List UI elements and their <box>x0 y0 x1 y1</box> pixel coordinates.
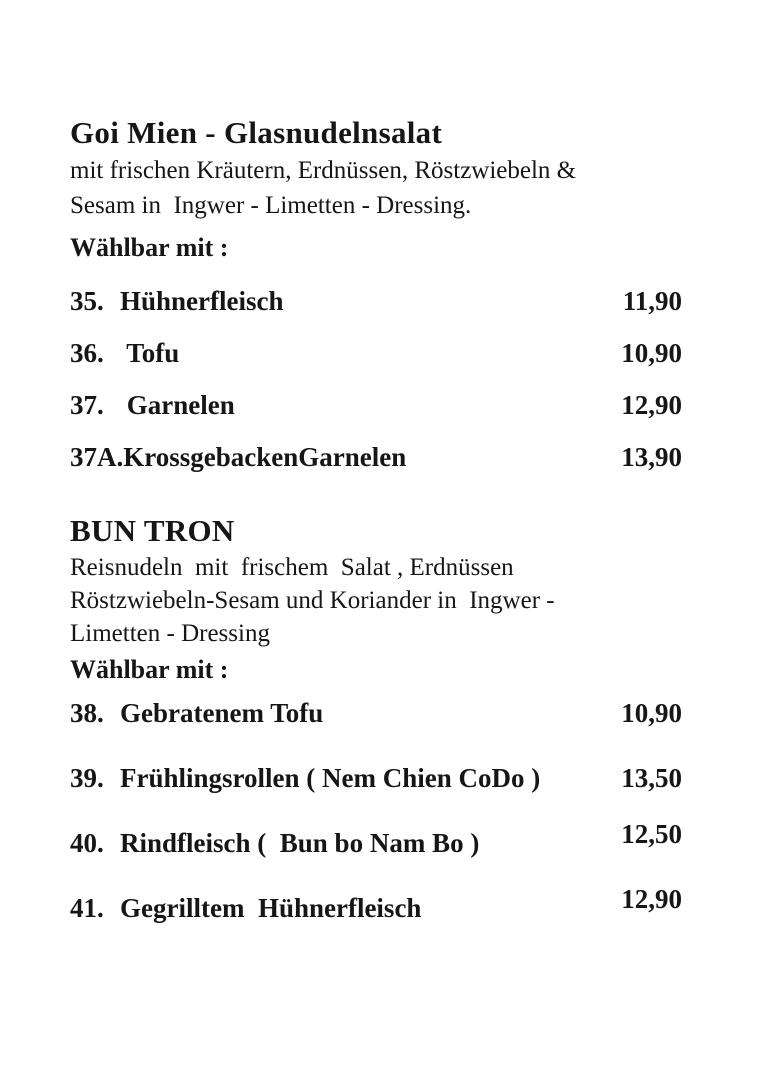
item-number: 40. <box>70 828 104 858</box>
menu-item-row <box>70 761 682 796</box>
item-number: 39. <box>70 763 104 793</box>
menu-item-row <box>70 819 682 861</box>
item-number: 37A. <box>70 442 124 472</box>
description-line: Röstzwiebeln-Sesam und Koriander in Ingwer - <box>70 587 555 614</box>
item-name: Frühlingsrollen ( Nem Chien CoDo ) <box>120 763 541 793</box>
item-list <box>70 696 682 926</box>
item-price: 12,90 <box>621 884 682 914</box>
item-name: KrossgebackenGarnelen <box>123 442 407 472</box>
item-price: 12,50 <box>621 819 682 849</box>
menu-item-row <box>70 696 682 731</box>
section-description <box>70 153 682 223</box>
item-price: 12,90 <box>621 390 682 420</box>
item-name: Gegrilltem Hühnerfleisch <box>120 893 422 923</box>
item-price: 11,90 <box>622 286 682 316</box>
section-title: Goi Mien - Glasnudelnsalat <box>70 115 443 150</box>
section-title: BUN TRON <box>70 513 235 548</box>
description-line: Reisnudeln mit frischem Salat , Erdnüssen <box>70 554 514 581</box>
item-number: 35. <box>70 286 104 316</box>
item-name: Rindfleisch ( Bun bo Nam Bo ) <box>120 828 480 858</box>
section-goi-mien <box>70 113 682 475</box>
item-number: 36. <box>70 338 104 368</box>
item-name: Gebratenem Tofu <box>120 698 324 728</box>
item-name: Hühnerfleisch <box>120 286 284 316</box>
menu-item-row <box>70 284 682 319</box>
description-line: mit frischen Kräutern, Erdnüssen, Röstzwiebeln & <box>70 157 577 184</box>
item-number: 37. <box>70 390 104 420</box>
item-price: 13,90 <box>621 442 682 472</box>
item-number: 38. <box>70 698 104 728</box>
description-line: Limetten - Dressing <box>70 620 270 647</box>
description-line: Sesam in Ingwer - Limetten - Dressing. <box>70 192 472 219</box>
item-list <box>70 284 682 475</box>
choose-with-label: Wählbar mit : <box>70 655 229 684</box>
item-name: Tofu <box>120 338 180 368</box>
item-price: 10,90 <box>621 338 682 368</box>
menu-item-row <box>70 440 682 475</box>
section-bun-tron <box>70 511 682 926</box>
choose-with-label: Wählbar mit : <box>70 233 229 262</box>
menu-item-row <box>70 336 682 371</box>
item-name: Garnelen <box>120 390 235 420</box>
item-number: 41. <box>70 893 104 923</box>
menu-item-row <box>70 388 682 423</box>
item-price: 13,50 <box>621 763 682 793</box>
item-price: 10,90 <box>621 698 682 728</box>
section-description <box>70 551 682 650</box>
menu-item-row <box>70 884 682 926</box>
